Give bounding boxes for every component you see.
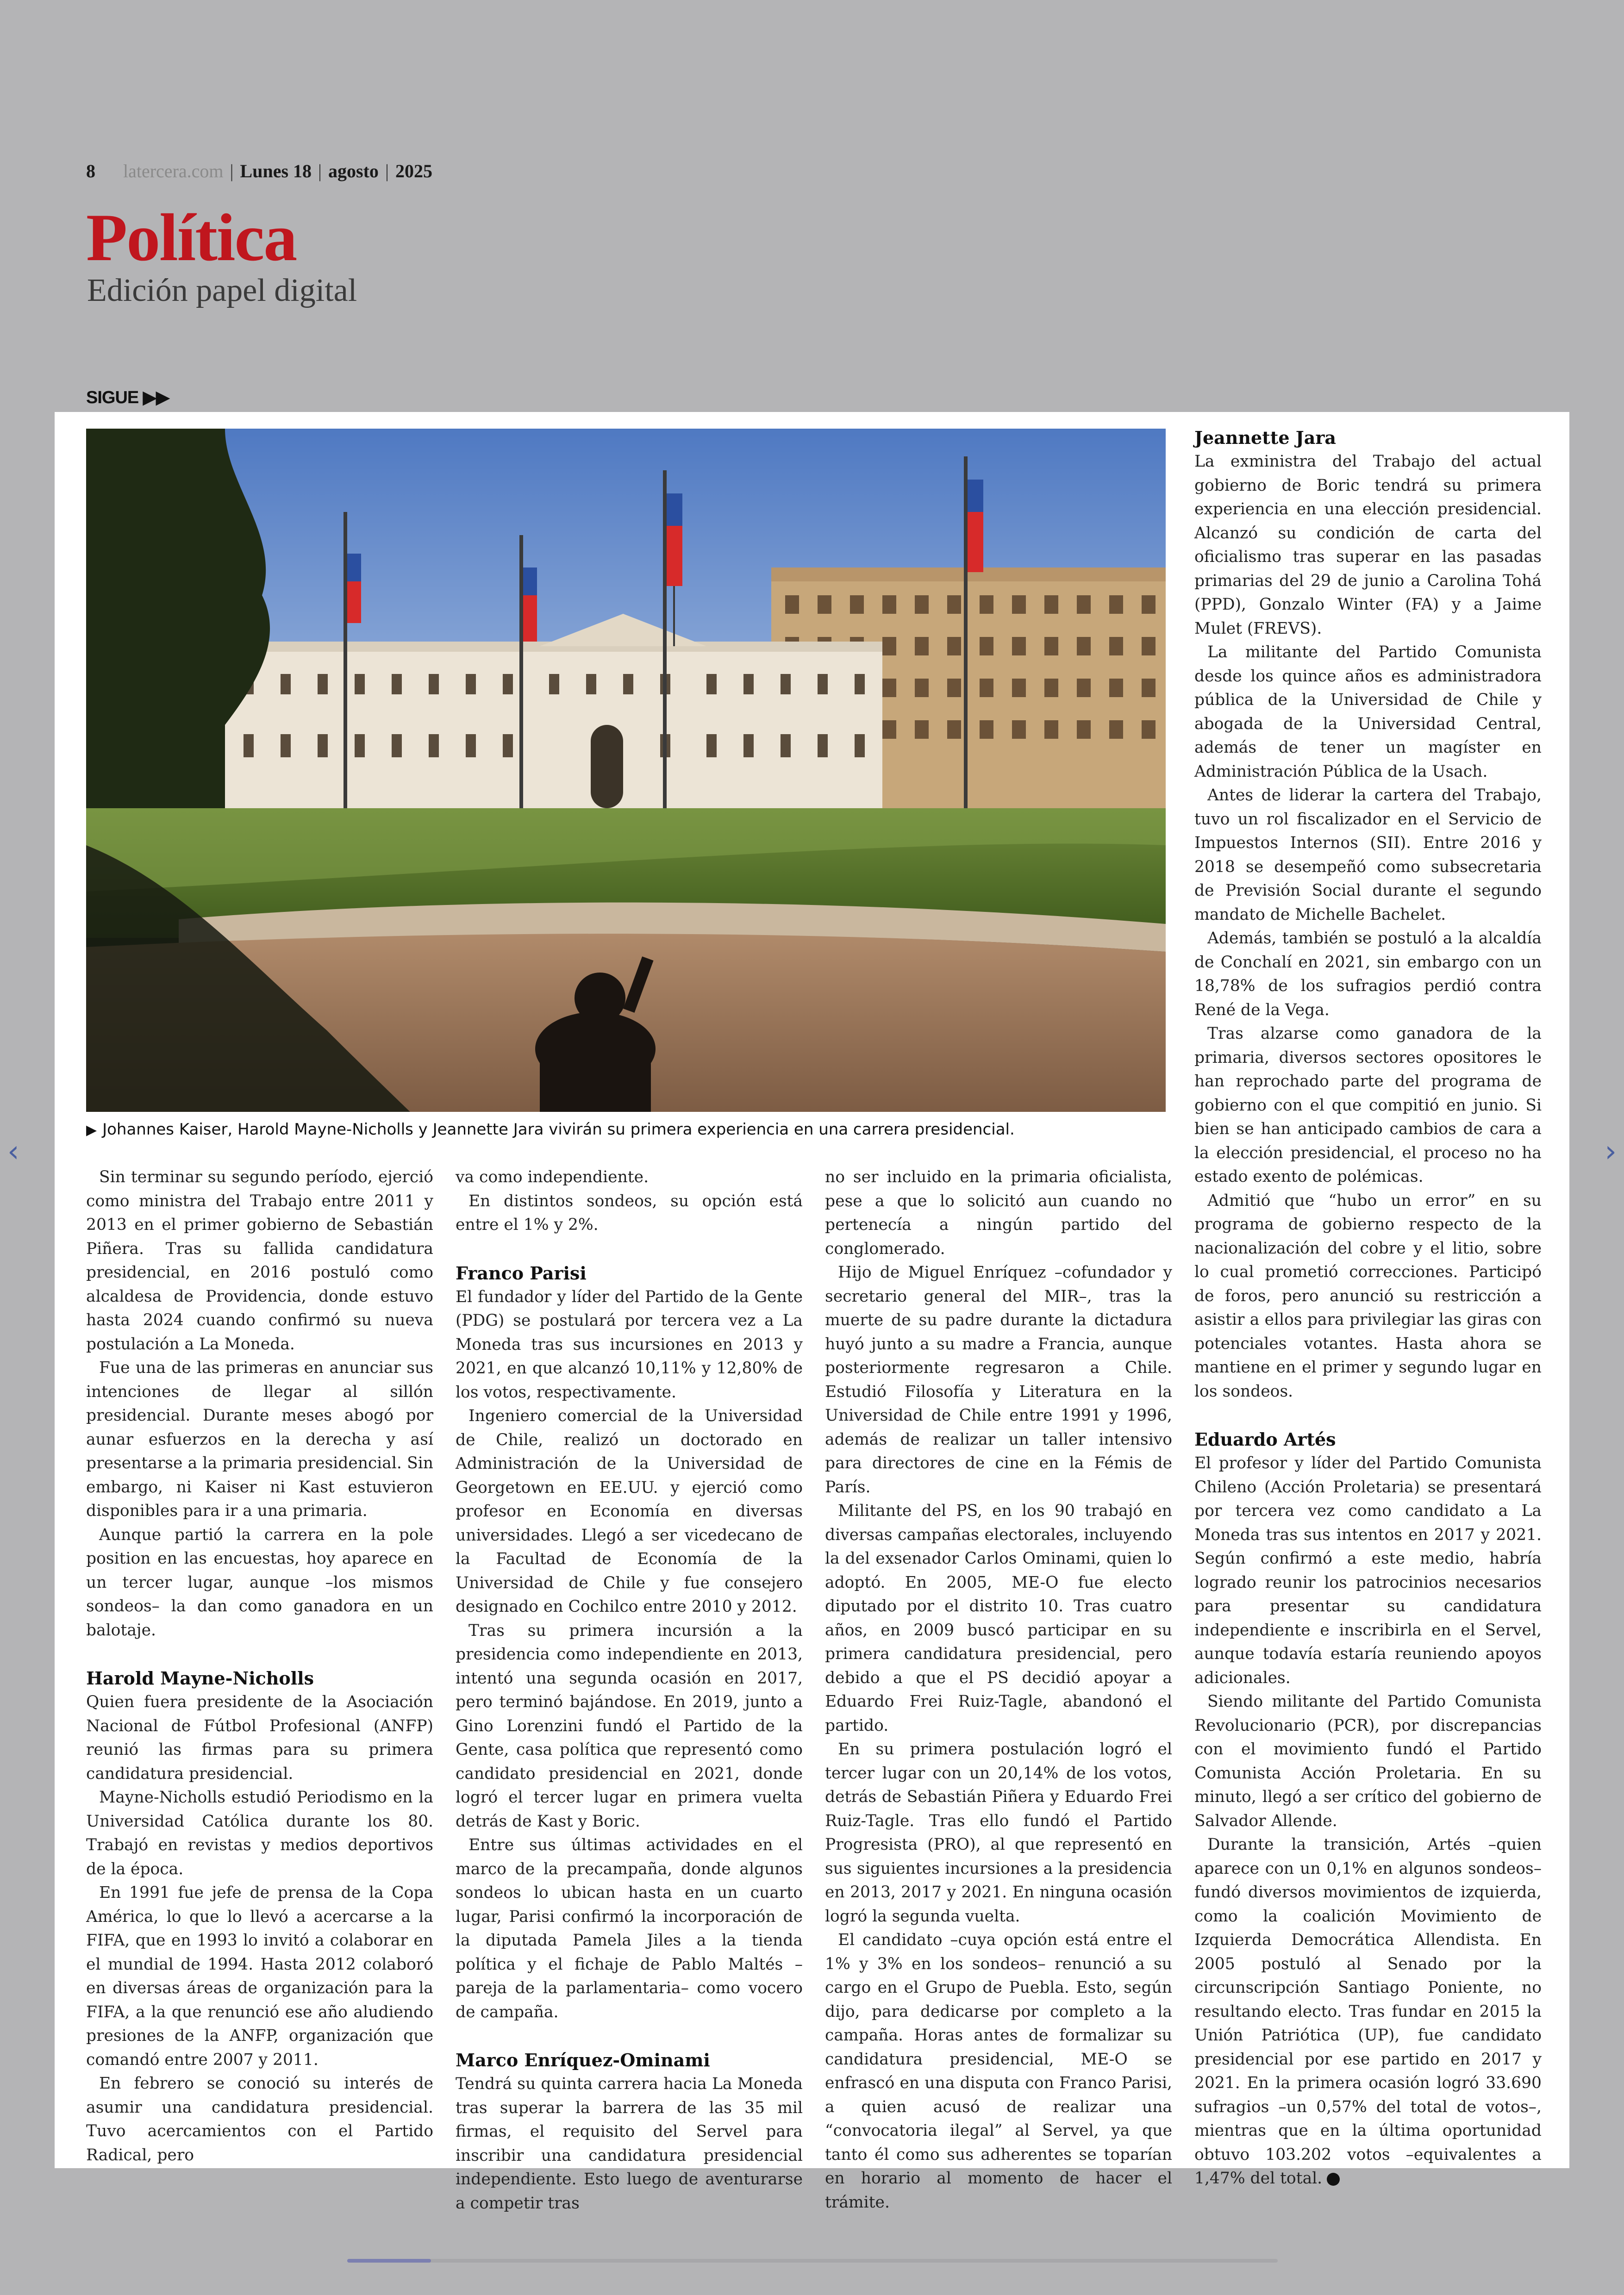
paragraph: Tras alzarse como ganadora de la primaria, diversos sectores opositores le han reprochado parte del programa de gobierno con el que compitió en junio. Si bien se han anticipado cambios de cara a la elección presidencial, el proceso no ha estado exento de polémicas. [1194, 1024, 1542, 1186]
paragraph: Fue una de las primeras en anunciar sus intenciones de llegar al sillón presidencial. Durante meses abogó por aunar esfuerzos en la derecha y así presentarse a la primaria presidencial. Sin embargo, ni Kaiser ni Kast estuvieron disponibles para ir a una primaria. [86, 1359, 433, 1520]
paragraph: En febrero se conoció su interés de asumir una candidatura presidencial. Tuvo acercamientos con el Partido Radical, pero [86, 2074, 433, 2164]
caption-triangle-icon: ▶ [86, 1122, 97, 1138]
subhead-jara: Jeannette Jara [1194, 427, 1336, 448]
paragraph: Admitió que “hubo un error” en su programa de gobierno respecto de la nacionalización del cobre y el litio, sobre lo cual prometió correcciones. Participó de foros, pero anunció su restricción a asistir a ellos para privilegiar las giras con potenciales votantes. Hasta ahora se mantiene en el primer y segundo lugar en los sondeos. [1194, 1191, 1542, 1401]
next-page-icon[interactable]: › [1605, 1135, 1617, 1169]
paragraph: Tras su primera incursión a la presidencia como independiente en 2013, intentó una segunda ocasión en 2017, pero terminó bajándose. En 2019, junto a Gino Lorenzini fundó el Partido de la Gente, casa política que representó como candidato presidencial en 2021, donde logró el tercer lugar en primera vuelta detrás de Kast y Boric. [456, 1621, 803, 1831]
paragraph: El fundador y líder del Partido de la Gente (PDG) se postulará por tercera vez a La Moneda tras sus incursiones en 2013 y 2021, en que alcanzó 10,11% y 12,80% de los votos, respectivamente. [456, 1287, 803, 1402]
paragraph: La exministra del Trabajo del actual gobierno de Boric tendrá su primera experiencia en una elección presidencial. Alcanzó su condición de carta del oficialismo tras superar en las pasadas primarias del 29 de junio a Carolina Tohá (PPD), Gonzalo Winter (FA) y a Jaime Mulet (FREVS). [1194, 452, 1542, 638]
date-month: agosto [328, 161, 379, 181]
paragraph: Durante la transición, Artés –quien aparece con un 0,1% en algunos sondeos– fundó diversos movimientos de izquierda, como la coalición Movimiento de Izquierda Democrática Allendista. En 2005 postuló al Senado por la circunscripción Santiago Poniente, no resultando electo. Tras fundar en 2015 la Unión Patriótica (UP), fue candidato presidencial por ese partido en 2017 y 2021. En la primera ocasión logró 33.690 sufragios –un 0,57% del total de votos–, mientras que en la última oportunidad obtuvo 103.202 votos –equivalentes a 1,47% del total. [1194, 1835, 1542, 2188]
newspaper-page [55, 412, 1569, 2213]
paragraph: El profesor y líder del Partido Comunista Chileno (Acción Proletaria) se presentará por tercera vez como candidato a La Moneda tras sus intentos en 2017 y 2021. Según confirmó a este medio, habría logrado reunir los patrocinios necesarios para presentar su candidatura independiente e inscribirla en el Servel, aunque todavía estaría reuniendo apoyos adicionales. [1194, 1454, 1542, 1687]
paragraph: Entre sus últimas actividades en el marco de la precampaña, donde algunos sondeos lo ubican hasta en un cuarto lugar, Parisi confirmó la incorporación de la diputada Pamela Jiles a la tienda política y el fichaje de Pablo Maltés –pareja de la parlamentaria– como vocero de campaña. [456, 1836, 803, 2021]
date-day: Lunes 18 [240, 161, 312, 181]
paragraph: Ingeniero comercial de la Universidad de Chile, realizó un doctorado en Administración de la Universidad de Georgetown en EE.UU. y ejerció como profesor en Economía en diversas universidades. Llegó a ser vicedecano de la Facultad de Economía de la Universidad de Chile y fue consejero designado en Cochilco entre 2010 y 2012. [456, 1407, 803, 1616]
article-column-1 [86, 1166, 433, 2167]
article-column-4 [1194, 426, 1542, 2191]
photo-illustration [86, 429, 1166, 1112]
paragraph: En distintos sondeos, su opción está entre el 1% y 2%. [456, 1191, 803, 1234]
article-column-2 [456, 1166, 803, 2215]
section-title: Política [86, 200, 297, 275]
reading-progress-fill [347, 2259, 431, 2263]
paragraph: Mayne-Nicholls estudió Periodismo en la Universidad Católica durante los 80. Trabajó en revistas y medios deportivos de la época. [86, 1788, 433, 1878]
paragraph: no ser incluido en la primaria oficialista, pese a que lo solicitó aun cuando no pertenecía a ningún partido del conglomerado. [825, 1168, 1172, 1258]
paragraph: Quien fuera presidente de la Asociación Nacional de Fútbol Profesional (ANFP) reunió las firmas para su primera candidatura presidencial. [86, 1693, 433, 1783]
continue-marker: SIGUE ▶▶ [86, 388, 169, 407]
paragraph: Aunque partió la carrera en la pole position en las encuestas, hoy aparece en un tercer lugar, aunque –los mismos sondeos– la dan como ganadora en un balotaje. [86, 1525, 433, 1640]
paragraph: Hijo de Miguel Enríquez –cofundador y secretario general del MIR–, tras la muerte de su padre durante la dictadura huyó junto a su madre a Francia, aunque posteriormente regresaron a Chile. Estudió Filosofía y Literatura en la Universidad de Chile entre 1991 y 1996, además de realizar un taller intensivo para directores de cine en la Fémis de París. [825, 1263, 1172, 1497]
paragraph: Antes de liderar la cartera del Trabajo, tuvo un rol fiscalizador en el Servicio de Impuestos Internos (SII). Entre 2016 y 2018 se desempeñó como subsecretaria de Previsión Social durante el segundo mandato de Michelle Bachelet. [1194, 786, 1542, 924]
paragraph: Siendo militante del Partido Comunista Revolucionario (PCR), por discrepancias con el movimiento fundó el Partido Comunista Acción Proletaria. En su minuto, llegó a ser crítico del gobierno de Salvador Allende. [1194, 1692, 1542, 1830]
reading-progress-bar[interactable] [347, 2259, 1278, 2263]
date-year: 2025 [395, 161, 432, 181]
paragraph: Además, también se postuló a la alcaldía de Conchalí en 2021, sin embargo con un 18,78% de los sufragios perdió contra René de la Vega. [1194, 929, 1542, 1019]
subhead-parisi: Franco Parisi [456, 1262, 587, 1284]
article-column-3 [825, 1166, 1172, 2214]
page-header-line: 8 latercera.com | Lunes 18 | agosto | 2025 [86, 161, 432, 181]
site-name: latercera.com [123, 161, 224, 181]
paragraph: En su primera postulación logró el tercer lugar con un 20,14% de los votos, detrás de Sebastián Piñera y Eduardo Frei Ruiz-Tagle. Tras ello fundó el Partido Progresista (PRO), al que representó en sus siguientes incursiones a la presidencia en 2013, 2017 y 2021. En ninguna ocasión logró la segunda vuelta. [825, 1740, 1172, 1926]
subhead-mayne-nicholls: Harold Mayne-Nicholls [86, 1668, 314, 1689]
paragraph: Militante del PS, en los 90 trabajó en diversas campañas electorales, incluyendo la del exsenador Carlos Ominami, quien lo adoptó. En 2005, ME-O fue electo diputado por el distrito 10. Tras cuatro años, en 2009 buscó participar en su primera candidatura presidencial, pero debido a que el PS decidió apoyar a Eduardo Frei Ruiz-Tagle, abandonó el partido. [825, 1502, 1172, 1735]
paragraph: El candidato –cuya opción está entre el 1% y 3% en los sondeos– renunció a su cargo en el Grupo de Puebla. Esto, según dijo, para dedicarse por completo a la campaña. Horas antes de formalizar su candidatura presidencial, ME-O se enfrascó en una disputa con Franco Parisi, a quien acusó de realizar una “convocatoria ilegal” al Servel, ya que tanto él como sus adherentes se toparían en horario al momento de hacer el trámite. [825, 1931, 1172, 2212]
paragraph: La militante del Partido Comunista desde los quince años es administradora pública de la Universidad de Chile y abogada de la Universidad Central, además de tener un magíster en Administración Pública de la Usach. [1194, 643, 1542, 781]
prev-page-icon[interactable]: ‹ [7, 1135, 19, 1169]
la-moneda-palace-photo [86, 429, 1166, 1112]
section-subtitle: Edición papel digital [87, 273, 357, 308]
subhead-artes: Eduardo Artés [1194, 1429, 1336, 1450]
page-number: 8 [86, 161, 95, 181]
paragraph: En 1991 fue jefe de prensa de la Copa América, lo que lo llevó a acercarse a la FIFA, que en 1993 lo invitó a colaborar en el mundial de 1994. Hasta 2012 colaboró en diversas áreas de organización para la FIFA, a la que renunció ese año aludiendo presiones de la ANFP, organización que comandó entre 2007 y 2011. [86, 1883, 433, 2069]
end-of-article-icon [1327, 2173, 1340, 2186]
paragraph: va como independiente. [456, 1168, 649, 1186]
paragraph: Tendrá su quinta carrera hacia La Moneda tras superar la barrera de las 35 mil firmas, el requisito del Servel para inscribir una candidatura presidencial independiente. Esto luego de aventurarse a competir tras [456, 2075, 803, 2213]
subhead-enriquez-ominami: Marco Enríquez-Ominami [456, 2050, 710, 2070]
photo-caption: ▶ Johannes Kaiser, Harold Mayne-Nicholls y Jeannette Jara vivirán su primera experiencia en una carrera presidencial. [86, 1119, 1169, 1141]
paragraph: Sin terminar su segundo período, ejerció como ministra del Trabajo entre 2011 y 2013 en el primer gobierno de Sebastián Piñera. Tras su fallida candidatura presidencial, en 2016 postuló como alcaldesa de Providencia, donde estuvo hasta 2024 cuando confirmó su nueva postulación a La Moneda. [86, 1168, 433, 1353]
